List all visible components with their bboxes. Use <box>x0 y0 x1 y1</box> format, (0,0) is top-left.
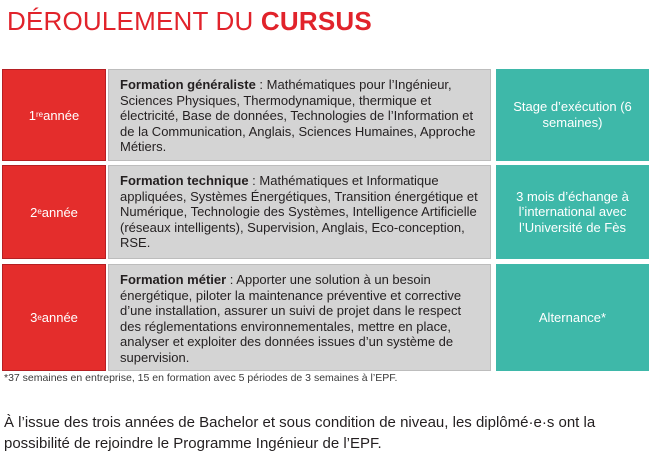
conclusion-paragraph: À l’issue des trois années de Bachelor et sous condition de niveau, les diplômé·e·s ont la possibilité de rejoindre le Programme Ingénieur de l’EPF. <box>4 414 596 452</box>
year-description-1 <box>108 69 491 161</box>
year-number: 3 <box>30 310 38 325</box>
year-label-1: 1 re année <box>2 69 106 161</box>
year-word: année <box>43 107 80 123</box>
year-row-2 <box>2 165 649 259</box>
description-heading: Formation généraliste <box>120 77 256 92</box>
activity-text: Stage d’exécution (6 semaines) <box>513 99 632 130</box>
year-label-3: 3 e année <box>2 264 106 371</box>
activity-text: Alternance* <box>538 309 607 325</box>
footnote: *37 semaines en entreprise, 15 en formation avec 5 périodes de 3 semaines à l’EPF. <box>4 372 398 384</box>
description-text: : Mathématiques pour l’Ingénieur, Sciences Physiques, Thermodynamique, thermique et électricité, Base de données, Technologies de l’Information et de la Communication, Anglais, Sciences Humaines, Approche Métiers. <box>120 77 476 155</box>
year-description-3 <box>108 264 491 371</box>
description-heading: Formation métier <box>120 272 227 287</box>
year-activity-1 <box>496 69 649 161</box>
year-word: année <box>41 310 78 325</box>
title-light: DÉROULEMENT DU <box>7 6 261 36</box>
year-word: année <box>41 204 78 220</box>
year-description-2 <box>108 165 491 259</box>
title-bold: CURSUS <box>260 6 372 36</box>
year-number: 1 <box>28 107 36 123</box>
year-number: 2 <box>30 204 38 220</box>
year-row-1 <box>2 69 649 161</box>
year-activity-2 <box>496 165 649 259</box>
description-heading: Formation technique <box>120 173 249 188</box>
description-text: : Apporter une solution à un besoin énergétique, piloter la maintenance préventive et corrective d’une installation, assurer un suivi de projet dans le respect des réglementations environnementales, mettre en place, analyser et exploiter des données issues d’un système de supervision. <box>120 272 462 365</box>
year-row-3 <box>2 264 649 371</box>
year-activity-3 <box>496 264 649 371</box>
year-label-2: 2 e année <box>2 165 106 259</box>
description-text: : Mathématiques et Informatique appliquées, Systèmes Énergétiques, Transition énergétique et Numérique, Technologie des Systèmes, Intelligence Artificielle (réseaux intelligents), Supervision, Anglais, Eco-conception, RSE. <box>120 173 478 251</box>
page-title <box>7 6 372 37</box>
activity-text: 3 mois d’échange à l’international avec l’Université de Fès <box>516 188 629 235</box>
